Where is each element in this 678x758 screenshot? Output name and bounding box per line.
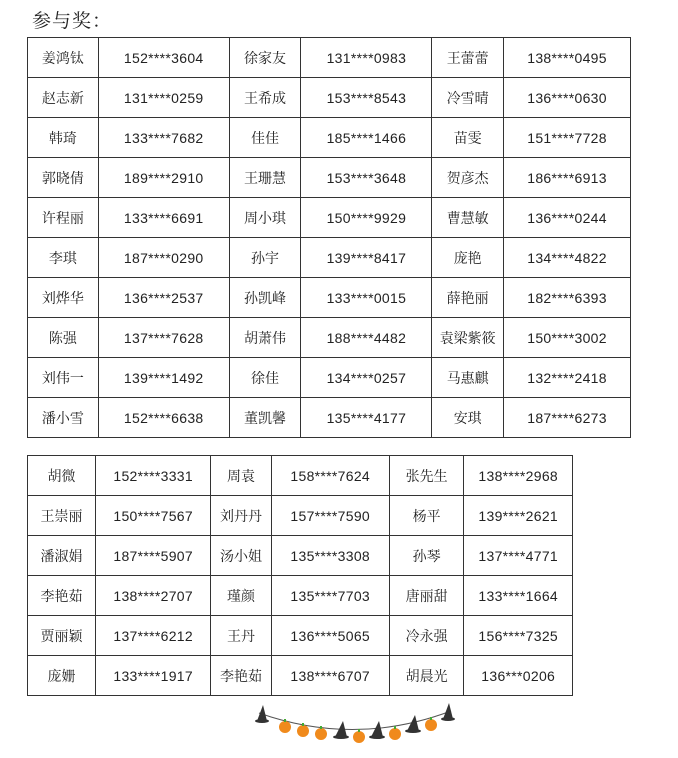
table-row: [28, 78, 631, 118]
winner-name: 刘丹丹: [211, 496, 272, 536]
table-row: [28, 576, 573, 616]
winner-phone: 136***0206: [464, 656, 573, 696]
winner-phone: 133****1664: [464, 576, 573, 616]
winner-name: 潘小雪: [28, 398, 99, 438]
winner-phone: 152****3604: [98, 38, 229, 78]
winner-phone: 132****2418: [504, 358, 631, 398]
winner-name: 曹慧敏: [432, 198, 504, 238]
winner-name: 赵志新: [28, 78, 99, 118]
winner-name: 周小琪: [229, 198, 301, 238]
winner-phone: 134****0257: [301, 358, 432, 398]
winners-table-1: [27, 37, 631, 438]
winner-phone: 136****0630: [504, 78, 631, 118]
winner-phone: 151****7728: [504, 118, 631, 158]
winner-phone: 134****4822: [504, 238, 631, 278]
winner-phone: 137****7628: [98, 318, 229, 358]
winner-name: 陈强: [28, 318, 99, 358]
winner-name: 王丹: [211, 616, 272, 656]
winner-name: 冷永强: [389, 616, 464, 656]
table-row: [28, 238, 631, 278]
winner-name: 孙琴: [389, 536, 464, 576]
winner-name: 贾丽颖: [28, 616, 96, 656]
winner-phone: 187****5907: [96, 536, 211, 576]
winner-name: 瑾颜: [211, 576, 272, 616]
winner-phone: 158****7624: [271, 456, 389, 496]
winner-name: 郭晓倩: [28, 158, 99, 198]
table-row: [28, 536, 573, 576]
table-row: [28, 398, 631, 438]
winner-name: 胡萧伟: [229, 318, 301, 358]
winner-phone: 137****6212: [96, 616, 211, 656]
winner-name: 马惠麒: [432, 358, 504, 398]
winner-name: 唐丽甜: [389, 576, 464, 616]
winner-name: 潘淑娟: [28, 536, 96, 576]
winner-name: 胡微: [28, 456, 96, 496]
winner-name: 苗雯: [432, 118, 504, 158]
winner-name: 董凯馨: [229, 398, 301, 438]
winner-phone: 136****5065: [271, 616, 389, 656]
winner-phone: 136****2537: [98, 278, 229, 318]
winner-name: 孙凯峰: [229, 278, 301, 318]
winner-phone: 131****0983: [301, 38, 432, 78]
winner-phone: 131****0259: [98, 78, 229, 118]
winner-name: 袁梁紫筱: [432, 318, 504, 358]
winner-phone: 150****7567: [96, 496, 211, 536]
table-row: [28, 38, 631, 78]
winner-phone: 138****2707: [96, 576, 211, 616]
winner-name: 佳佳: [229, 118, 301, 158]
winner-name: 刘伟一: [28, 358, 99, 398]
winner-name: 薛艳丽: [432, 278, 504, 318]
winner-name: 周袁: [211, 456, 272, 496]
winner-name: 张先生: [389, 456, 464, 496]
section-heading: 参与奖：: [32, 10, 113, 32]
winner-phone: 135****3308: [271, 536, 389, 576]
winner-phone: 189****2910: [98, 158, 229, 198]
winner-phone: 138****0495: [504, 38, 631, 78]
table-row: [28, 198, 631, 238]
winner-phone: 133****7682: [98, 118, 229, 158]
winner-name: 韩琦: [28, 118, 99, 158]
winner-phone: 139****2621: [464, 496, 573, 536]
winner-name: 汤小姐: [211, 536, 272, 576]
table-row: [28, 318, 631, 358]
table-row: [28, 158, 631, 198]
winner-phone: 138****2968: [464, 456, 573, 496]
winner-phone: 139****8417: [301, 238, 432, 278]
winner-name: 安琪: [432, 398, 504, 438]
winner-phone: 135****4177: [301, 398, 432, 438]
winner-name: 孙宇: [229, 238, 301, 278]
table-row: [28, 616, 573, 656]
winner-phone: 150****3002: [504, 318, 631, 358]
winner-name: 庞姗: [28, 656, 96, 696]
halloween-garland-icon: [255, 703, 455, 747]
winner-name: 李琪: [28, 238, 99, 278]
winner-name: 刘烨华: [28, 278, 99, 318]
winner-name: 王希成: [229, 78, 301, 118]
winner-phone: 156****7325: [464, 616, 573, 656]
winner-name: 庞艳: [432, 238, 504, 278]
table-row: [28, 278, 631, 318]
table-row: [28, 358, 631, 398]
winner-name: 徐家友: [229, 38, 301, 78]
winner-phone: 186****6913: [504, 158, 631, 198]
table-row: [28, 456, 573, 496]
winner-phone: 188****4482: [301, 318, 432, 358]
winner-phone: 136****0244: [504, 198, 631, 238]
winner-name: 李艳茹: [211, 656, 272, 696]
winner-name: 贺彦杰: [432, 158, 504, 198]
winners-table-2: [27, 455, 573, 696]
winner-phone: 150****9929: [301, 198, 432, 238]
winner-phone: 138****6707: [271, 656, 389, 696]
winner-phone: 152****3331: [96, 456, 211, 496]
winner-phone: 135****7703: [271, 576, 389, 616]
winner-phone: 152****6638: [98, 398, 229, 438]
winner-phone: 137****4771: [464, 536, 573, 576]
winner-phone: 139****1492: [98, 358, 229, 398]
winner-phone: 185****1466: [301, 118, 432, 158]
winner-name: 王珊慧: [229, 158, 301, 198]
winner-name: 徐佳: [229, 358, 301, 398]
winner-phone: 182****6393: [504, 278, 631, 318]
winner-phone: 187****0290: [98, 238, 229, 278]
table-row: [28, 118, 631, 158]
winner-name: 胡晨光: [389, 656, 464, 696]
winner-phone: 133****6691: [98, 198, 229, 238]
winner-name: 杨平: [389, 496, 464, 536]
winner-name: 许程丽: [28, 198, 99, 238]
winner-phone: 157****7590: [271, 496, 389, 536]
table-row: [28, 656, 573, 696]
winner-phone: 153****8543: [301, 78, 432, 118]
winner-name: 王崇丽: [28, 496, 96, 536]
winner-name: 李艳茹: [28, 576, 96, 616]
winner-name: 王蕾蕾: [432, 38, 504, 78]
winner-phone: 187****6273: [504, 398, 631, 438]
winner-phone: 133****0015: [301, 278, 432, 318]
winner-phone: 133****1917: [96, 656, 211, 696]
winner-phone: 153****3648: [301, 158, 432, 198]
winner-name: 姜鸿钛: [28, 38, 99, 78]
table-row: [28, 496, 573, 536]
winner-name: 冷雪晴: [432, 78, 504, 118]
